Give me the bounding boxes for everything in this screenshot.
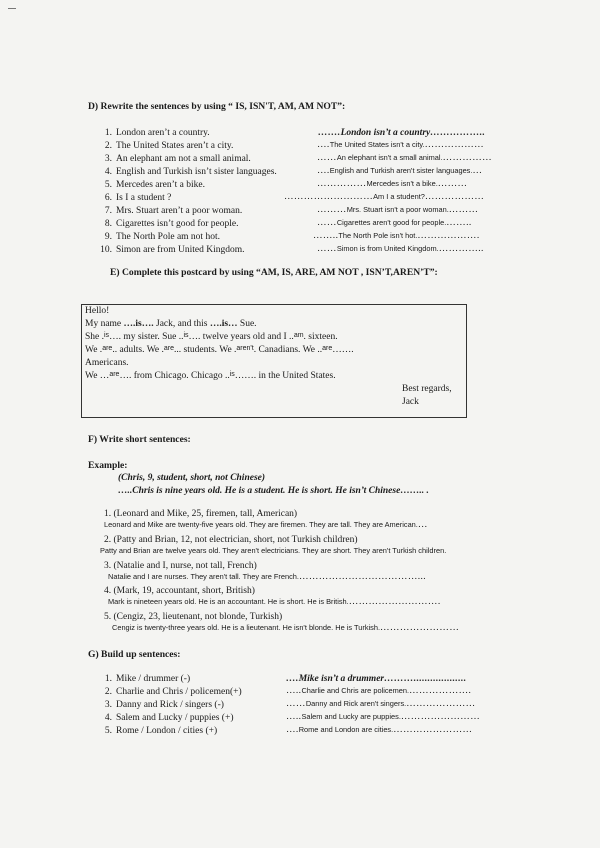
question-item: 5. Mercedes aren’t a bike. bbox=[104, 180, 205, 190]
question-item: 2. The United States aren’t a city. bbox=[104, 141, 234, 151]
question-item: 8. Cigarettes isn’t good for people. bbox=[104, 219, 239, 229]
answer-field[interactable]: Natalie and I are nurses. They aren't tall. They are French.………………………………... bbox=[108, 572, 427, 582]
filled-blank[interactable]: is bbox=[229, 371, 235, 378]
answer-field[interactable]: ….English and Turkish aren't sister languages.… bbox=[317, 166, 483, 176]
postcard-regards: Best regards, bbox=[402, 384, 452, 394]
section-f-title: F) Write short sentences: bbox=[88, 434, 191, 445]
answer-field[interactable]: ……..The North Pole isn't hot.………………. bbox=[313, 231, 480, 241]
answer-field[interactable]: …..Salem and Lucky are puppies.…………………… bbox=[286, 712, 481, 722]
postcard-line: She .$^{is}$…. my sister. Sue ..$^{is}$…. twelve years old and I ..$^{am}$. sixteen. bbox=[85, 332, 338, 342]
question-prompt: 4. (Mark, 19, accountant, short, British) bbox=[104, 586, 255, 596]
question-item: 5. Rome / London / cities (+) bbox=[104, 726, 218, 736]
question-item: 2. Charlie and Chris / policemen(+) bbox=[104, 687, 242, 697]
section-d-title: D) Rewrite the sentences by using “ IS, ISN'T, AM, AM NOT”: bbox=[88, 101, 346, 112]
postcard-line: We .$^{are}$.. adults. We .$^{are}$... students. We .$^{aren't}$. Canadians. We ..$^{are}$……. bbox=[85, 345, 354, 355]
question-item: 1. Mike / drummer (-) bbox=[104, 674, 191, 684]
question-item: 6. Is I a student ? bbox=[104, 193, 172, 203]
filled-blank[interactable]: ….is… bbox=[209, 319, 238, 329]
answer-field[interactable]: ….The United States isn't a city.……………… bbox=[317, 140, 485, 150]
section-g-title: G) Build up sentences: bbox=[88, 649, 181, 660]
question-item: 4. English and Turkish isn’t sister languages. bbox=[104, 167, 277, 177]
postcard-line: Americans. bbox=[85, 358, 129, 368]
answer-field[interactable]: ……………Mercedes isn't a bike.……… bbox=[317, 179, 468, 189]
filled-blank[interactable]: ….is…. bbox=[123, 319, 154, 329]
answer-field[interactable]: ……Cigarettes aren't good for people.…….. bbox=[317, 218, 472, 228]
question-item: 3. An elephant am not a small animal. bbox=[104, 154, 251, 164]
filled-blank[interactable]: is bbox=[104, 332, 110, 339]
filled-blank[interactable]: are bbox=[322, 345, 333, 352]
question-prompt: 3. (Natalie and I, nurse, not tall, French) bbox=[104, 561, 257, 571]
example-label: Example: bbox=[88, 460, 128, 471]
filled-blank[interactable]: am bbox=[293, 332, 304, 339]
question-prompt: 5. (Cengiz, 23, lieutenant, not blonde, Turkish) bbox=[104, 612, 283, 622]
postcard-line: My name ….is…. Jack, and this ….is… Sue. bbox=[85, 319, 257, 329]
question-prompt: 2. (Patty and Brian, 12, not electrician, short, not Turkish children) bbox=[104, 535, 358, 545]
question-prompt: 1. (Leonard and Mike, 25, firemen, tall, American) bbox=[104, 509, 298, 519]
filled-blank[interactable]: are bbox=[109, 371, 120, 378]
filled-blank[interactable]: are bbox=[102, 345, 113, 352]
answer-field[interactable]: ……Danny and Rick aren't singers.………………… bbox=[286, 699, 476, 709]
answer-field[interactable]: ……Simon is from United Kingdom.………….. bbox=[317, 244, 484, 254]
postcard-signature: Jack bbox=[402, 397, 419, 407]
answer-field[interactable]: ………………………Am I a student?……………… bbox=[284, 192, 485, 202]
question-item: 1. London aren’t a country. bbox=[104, 128, 210, 138]
answer-field[interactable]: ….Rome and London are cities.…………………… bbox=[286, 725, 473, 735]
example-answer: …..Chris is nine years old. He is a student. He is short. He isn’t Chinese…….. . bbox=[118, 486, 429, 496]
answer-field[interactable]: Leonard and Mike are twenty-five years old. They are firemen. They are tall. They are American.… bbox=[104, 520, 428, 530]
answer-field[interactable]: Cengiz is twenty-three years old. He is a lieutenant. He isn't blonde. He is Turkish.…………………… bbox=[112, 623, 460, 633]
question-item: 4. Salem and Lucky / puppies (+) bbox=[104, 713, 234, 723]
answer-field[interactable]: …..Charlie and Chris are policemen.………………. bbox=[286, 686, 472, 696]
example-answer: ….Mike isn’t a drummer………................... bbox=[286, 674, 467, 684]
section-e-title: E) Complete this postcard by using “AM, IS, ARE, AM NOT , ISN’T,AREN’T”: bbox=[110, 267, 438, 278]
question-item: 10. Simon are from United Kingdom. bbox=[100, 245, 245, 255]
filled-blank[interactable]: aren't bbox=[236, 345, 254, 352]
answer-field[interactable]: ……An elephant isn't a small animal.…………… bbox=[317, 153, 493, 163]
question-item: 3. Danny and Rick / singers (-) bbox=[104, 700, 224, 710]
filled-blank[interactable]: are bbox=[163, 345, 175, 352]
question-item: 7. Mrs. Stuart aren’t a poor woman. bbox=[104, 206, 243, 216]
postcard-line: We …$^{are}$…. from Chicago. Chicago ..$^{is}$……. in the United States. bbox=[85, 371, 336, 381]
filled-blank[interactable]: is bbox=[183, 332, 189, 339]
example-prompt: (Chris, 9, student, short, not Chinese) bbox=[118, 473, 266, 483]
scan-corner-mark bbox=[8, 8, 16, 14]
answer-field[interactable]: Mark is nineteen years old. He is an accountant. He is short. He is British.………………………. bbox=[108, 597, 441, 607]
postcard-greeting: Hello! bbox=[85, 306, 110, 316]
example-answer: …….London isn’t a country…………….. bbox=[318, 128, 486, 138]
answer-field[interactable]: Patty and Brian are twelve years old. They aren't electricians. They are short. They aren't Turkish children. bbox=[100, 546, 447, 555]
question-item: 9. The North Pole am not hot. bbox=[104, 232, 220, 242]
answer-field[interactable]: ………Mrs. Stuart isn't a poor woman.……… bbox=[317, 205, 479, 215]
